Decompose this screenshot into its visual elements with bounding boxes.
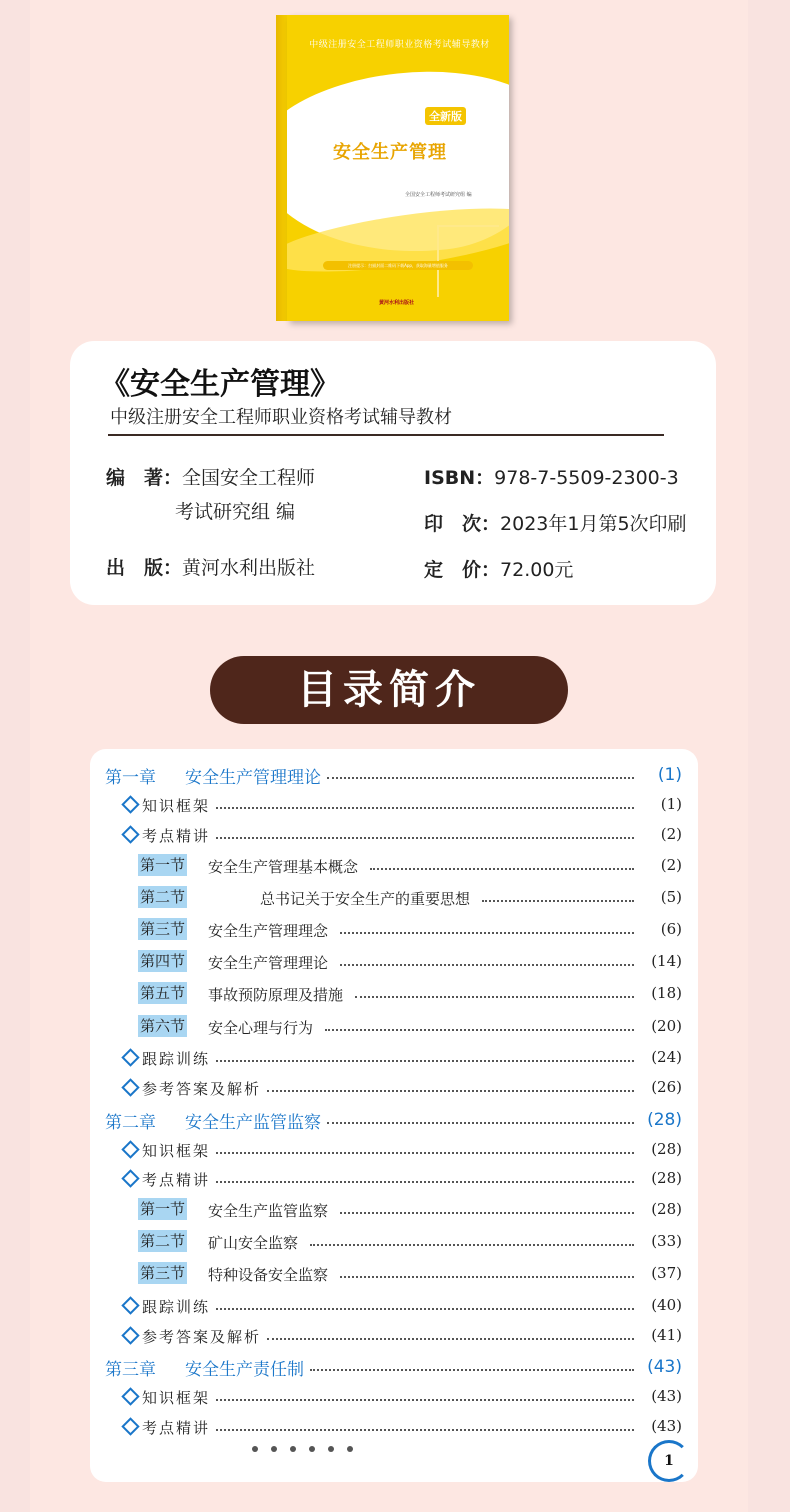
dot-leader (340, 1212, 634, 1214)
page-ref: (43) (647, 1357, 682, 1377)
price-row (424, 555, 573, 582)
cover-badge: 全新版 (425, 107, 466, 125)
isbn-label: ISBN： (424, 467, 495, 489)
title-divider (108, 434, 664, 436)
page-ref: (26) (651, 1078, 682, 1096)
isbn-value: 978-7-5509-2300-3 (494, 467, 679, 489)
isbn-row (424, 463, 679, 490)
dot-leader (216, 1181, 634, 1183)
page-ref: (28) (651, 1140, 682, 1158)
toc-subheading[interactable] (90, 792, 698, 818)
page-ref: (2) (660, 856, 682, 874)
toc-subheading[interactable] (90, 1293, 698, 1319)
diamond-icon (121, 795, 139, 813)
toc-subheading[interactable] (90, 1075, 698, 1101)
publisher-row (106, 553, 315, 580)
section-number-tag: 第四节 (140, 952, 186, 970)
dot-leader (216, 1152, 634, 1154)
toc-section[interactable] (90, 1197, 698, 1223)
toc-section[interactable] (90, 885, 698, 911)
page-ref: (28) (651, 1169, 682, 1187)
dot (290, 1446, 296, 1452)
price-value: 72.00元 (500, 559, 574, 581)
page-ref: (2) (660, 825, 682, 843)
toc-subheading[interactable] (90, 1166, 698, 1192)
toc-chapter[interactable] (90, 1107, 698, 1133)
section-title: 安全生产管理基本概念 (208, 858, 359, 876)
dot-leader (327, 1122, 634, 1124)
subheading-title: 参考答案及解析 (142, 1080, 262, 1098)
section-number-tag: 第一节 (140, 856, 186, 874)
toc-section[interactable] (90, 1261, 698, 1287)
dot-leader (340, 964, 634, 966)
dot-leader (267, 1338, 634, 1340)
page-number: 1 (648, 1440, 690, 1482)
dot-leader (325, 1029, 634, 1031)
cover-note: 注册提示：扫描封面二维码下载App，获取海量增值服务 (323, 261, 473, 270)
author-label: 编 著： (106, 467, 183, 489)
page-ref: (6) (660, 920, 682, 938)
subheading-title: 跟踪训练 (142, 1050, 211, 1068)
page-ref: (1) (657, 765, 682, 785)
page-ref: (33) (651, 1232, 682, 1250)
section-title: 特种设备安全监察 (208, 1266, 329, 1284)
toc-section[interactable] (90, 949, 698, 975)
dot (271, 1446, 277, 1452)
dot-leader (370, 868, 634, 870)
toc-section[interactable] (90, 981, 698, 1007)
page-ref: (28) (647, 1110, 682, 1130)
cover-title: 安全生产管理 (333, 142, 447, 163)
chapter-title: 安全生产责任制 (185, 1360, 304, 1380)
page-ref: (40) (651, 1296, 682, 1314)
book-subtitle: 中级注册安全工程师职业资格考试辅导教材 (110, 407, 452, 428)
dot-leader (340, 932, 634, 934)
dot-leader (327, 777, 634, 779)
section-title: 事故预防原理及措施 (208, 986, 344, 1004)
diamond-icon (121, 1296, 139, 1314)
subheading-title: 考点精讲 (142, 1419, 211, 1437)
dot (328, 1446, 334, 1452)
toc-chapter[interactable] (90, 762, 698, 788)
dot-leader (482, 900, 634, 902)
author-line2: 考试研究组 编 (175, 501, 296, 523)
page-ref: (41) (651, 1326, 682, 1344)
subheading-title: 知识框架 (142, 1389, 211, 1407)
section-number-tag: 第三节 (140, 920, 186, 938)
section-title: 安全生产管理理论 (208, 954, 329, 972)
publisher-label: 出 版： (106, 557, 183, 579)
page-ref: (28) (651, 1200, 682, 1218)
subheading-title: 考点精讲 (142, 827, 211, 845)
section-number-tag: 第五节 (140, 984, 186, 1002)
toc-subheading[interactable] (90, 1137, 698, 1163)
dot-leader (310, 1369, 634, 1371)
print-value: 2023年1月第5次印刷 (500, 513, 687, 535)
page-ref: (5) (660, 888, 682, 906)
section-number-tag: 第二节 (140, 1232, 186, 1250)
subheading-title: 考点精讲 (142, 1171, 211, 1189)
diamond-icon (121, 1417, 139, 1435)
section-number-tag: 第六节 (140, 1017, 186, 1035)
toc-section[interactable] (90, 1014, 698, 1040)
page-ref: (24) (651, 1048, 682, 1066)
chapter-title: 安全生产监管监察 (185, 1113, 321, 1133)
diamond-icon (121, 1387, 139, 1405)
chapter-number: 第三章 (105, 1360, 156, 1380)
toc-subheading[interactable] (90, 1323, 698, 1349)
book-info-card (70, 341, 716, 605)
diamond-icon (121, 1169, 139, 1187)
dot-leader (216, 837, 634, 839)
print-label: 印 次： (424, 513, 501, 535)
page-ref: (43) (651, 1417, 682, 1435)
subheading-title: 知识框架 (142, 797, 211, 815)
chapter-number: 第一章 (105, 768, 156, 788)
cover-series: 中级注册安全工程师职业资格考试辅导教材 (309, 40, 490, 50)
dot-leader (355, 996, 634, 998)
page-ref: (18) (651, 984, 682, 1002)
dot-leader (340, 1276, 634, 1278)
price-label: 定 价： (424, 559, 501, 581)
diamond-icon (121, 1078, 139, 1096)
print-row (424, 509, 687, 536)
dot (347, 1446, 353, 1452)
section-title: 安全生产管理理念 (208, 922, 329, 940)
pagination-dots (252, 1446, 366, 1452)
section-title: 安全心理与行为 (208, 1019, 314, 1037)
table-of-contents (90, 749, 698, 1482)
author-line1: 全国安全工程师 (182, 467, 316, 489)
section-title: 矿山安全监察 (208, 1234, 299, 1252)
subheading-title: 参考答案及解析 (142, 1328, 262, 1346)
dot (309, 1446, 315, 1452)
subheading-title: 跟踪训练 (142, 1298, 211, 1316)
subheading-title: 知识框架 (142, 1142, 211, 1160)
author-row (106, 463, 315, 490)
toc-section[interactable] (90, 917, 698, 943)
cover-author: 全国安全工程师考试研究组 编 (405, 192, 472, 198)
chapter-number: 第二章 (105, 1113, 156, 1133)
dot-leader (267, 1090, 634, 1092)
section-title: 总书记关于安全生产的重要思想 (260, 890, 471, 908)
toc-subheading[interactable] (90, 1384, 698, 1410)
diamond-icon (121, 1140, 139, 1158)
dot-leader (310, 1244, 634, 1246)
dot-leader (216, 1399, 634, 1401)
toc-subheading[interactable] (90, 822, 698, 848)
cover-publisher: 黄河水利出版社 (379, 300, 415, 306)
section-number-tag: 第二节 (140, 888, 186, 906)
toc-subheading[interactable] (90, 1414, 698, 1440)
toc-section[interactable] (90, 1229, 698, 1255)
dot-leader (216, 1060, 634, 1062)
dot-leader (216, 807, 634, 809)
section-number-tag: 第一节 (140, 1200, 186, 1218)
section-title: 安全生产监管监察 (208, 1202, 329, 1220)
book-title: 《安全生产管理》 (100, 367, 340, 402)
page-ref: (1) (660, 795, 682, 813)
section-number-tag: 第三节 (140, 1264, 186, 1282)
page-ref: (14) (651, 952, 682, 970)
section-title: 目录简介 (210, 656, 568, 724)
toc-subheading[interactable] (90, 1045, 698, 1071)
page-ref: (37) (651, 1264, 682, 1282)
toc-section[interactable] (90, 853, 698, 879)
diamond-icon (121, 1326, 139, 1344)
dot (252, 1446, 258, 1452)
dot-leader (216, 1429, 634, 1431)
dot-leader (216, 1308, 634, 1310)
chapter-title: 安全生产管理理论 (185, 768, 321, 788)
page-ref: (43) (651, 1387, 682, 1405)
page-ref: (20) (651, 1017, 682, 1035)
publisher-value: 黄河水利出版社 (182, 557, 316, 579)
diamond-icon (121, 1048, 139, 1066)
diamond-icon (121, 825, 139, 843)
book-cover (287, 15, 509, 321)
toc-chapter[interactable] (90, 1354, 698, 1380)
